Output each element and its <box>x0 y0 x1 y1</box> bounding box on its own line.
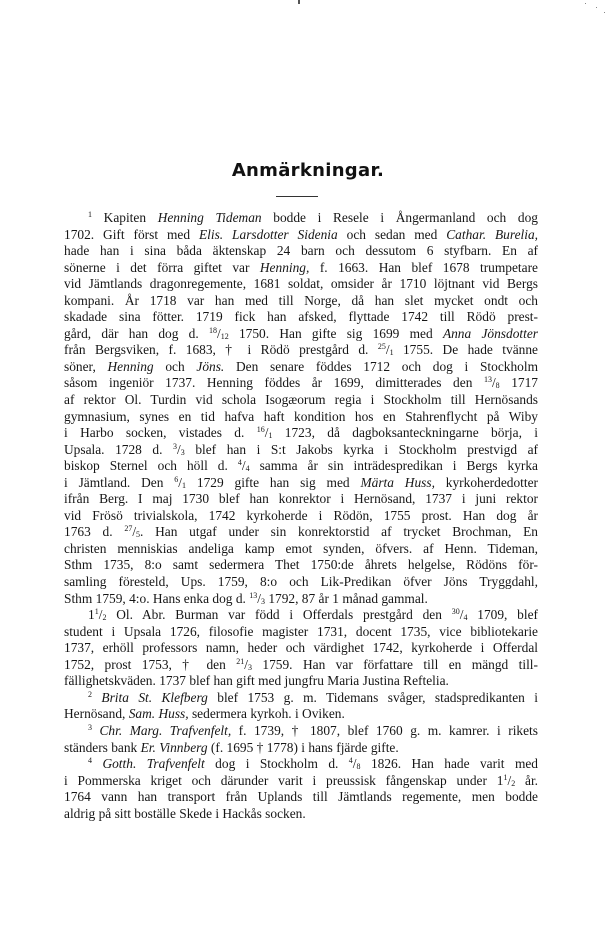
text-line: i Jämtland. Den $^6/_1$ 1729 gifte han sig med Märta Huss, kyrkoherdedotter <box>64 474 539 490</box>
text-line: vid Frösö trivialskola, 1742 kyrkoherde i Rödön, 1755 prost. Han dog år <box>64 507 538 523</box>
text-line: 1752, prost 1753, † den $^{21}/_3$ 1759. Han var författare till en mängd till- <box>64 656 538 672</box>
text-line: vid Jämtlands dragonregemente, 1681 soldat, omsider år 1710 löjtnant vid Bergs <box>64 276 538 292</box>
text-line: ständers bank Er. Vinnberg (f. 1695 † 1778) i hans fjärde gifte. <box>64 739 399 755</box>
text-line: 1737, erhöll professors namn, heder och värdighet 1742, kyrkoherde i Offerdal <box>64 640 538 656</box>
title-rule <box>276 196 318 197</box>
text-line: söner, Henning och Jöns. Den senare föddes 1712 och dog i Stockholm <box>64 358 539 374</box>
text-line: Sthm 1735, 8:o samt sedermera Thet 1750:de åhrets helgelse, Rödöns för- <box>64 557 538 573</box>
text-line: Sthm 1759, 4:o. Hans enka dog d. $^{13}/_3$ 1792, 87 år 1 månad gammal. <box>64 590 428 606</box>
text-line: Upsala. 1728 d. $^3/_3$ blef han i S:t Jakobs kyrka i Stockholm prestvigd af <box>64 441 538 457</box>
text-line: 1764 vann han transport från Uplands till Jämtlands regemente, men bodde <box>64 789 538 805</box>
text-line: christen menniskias andeliga kamp emot synden, öfvers. af Henn. Tideman, <box>64 540 538 556</box>
text-line: $^1$ Kapiten Henning Tideman bodde i Resele i Ångermanland och dog <box>88 210 538 225</box>
text-line: 1702. Gift först med Elis. Larsdotter Sidenia och sedan med Cathar. Burelia, <box>64 226 538 242</box>
scan-speck <box>585 3 586 4</box>
text-line: gård, där han dog d. $^{18}/_{12}$ 1750. Han gifte sig 1699 med Anna Jönsdotter <box>64 325 538 341</box>
text-line: fällighetskväden. 1737 blef han gift med jungfru Maria Justina Reftelia. <box>64 673 449 689</box>
text-line: gymnasium, synes en tid hafva haft kondition hos en Stahrenflycht på Wiby <box>64 408 538 424</box>
text-line: $^3$ Chr. Marg. Trafvenfelt, f. 1739, † 1807, blef 1760 g. m. kamrer. i rikets <box>88 722 538 738</box>
text-line: Hernösand, Sam. Huss, sedermera kyrkoh. i Oviken. <box>64 706 345 722</box>
scan-speck <box>596 7 597 8</box>
text-line: biskop Sternel och höll d. $^4/_4$ samma år sin inträdespredikan i Bergs kyrka <box>64 458 538 474</box>
text-line: af rektor Ol. Turdin vid schola Isogæorum regia i Stockholm till Hernösands <box>64 392 538 408</box>
notes-body <box>64 210 538 822</box>
text-line: aldrig på sitt boställe Skede i Hackås socken. <box>64 805 306 821</box>
scan-mark <box>298 0 300 4</box>
text-line: i Pommerska kriget och därunder varit i preussisk fångenskap under $1^1/_2$ år. <box>64 772 539 788</box>
text-line: kompani. År 1718 var han med till Norge, då han slet mycket ondt och <box>64 292 538 308</box>
text-line: student i Upsala 1726, filosofie magister 1731, docent 1735, vice bibliotekarie <box>64 623 538 639</box>
text-line: i Harbo socken, vistades d. $^{16}/_1$ 1723, då dagboksanteckningarne börja, i <box>64 425 538 441</box>
text-line: samling föresteld, Ups. 1759, 8:o och Lik-Predikan öfver Jöns Tryggdahl, <box>64 574 538 590</box>
text-line: $^2$ Brita St. Klefberg blef 1753 g. m. Tidemans svåger, stadspredikanten i <box>88 689 538 705</box>
text-line: hade han i sina båda äktenskap 24 barn och dessutom 6 styfbarn. En af <box>64 243 538 259</box>
text-line: 1763 d. $^{27}/_5$. Han utgaf under sin konrektorstid af trycket Brochman, En <box>64 524 538 540</box>
text-line: $^4$ Gotth. Trafvenfelt dog i Stockholm d. $^4/_8$ 1826. Han hade varit med <box>88 756 539 772</box>
text-line: sönerne i det förra giftet var Henning, f. 1663. Han blef 1678 trumpetare <box>64 259 538 275</box>
text-line: $1^1/_2$ Ol. Abr. Burman var född i Offerdals prestgård den $^{30}/_4$ 1709, blef <box>88 607 538 623</box>
text-line: såsom ingeniör 1737. Henning föddes år 1699, dimitterades den $^{13}/_8$ 1717 <box>64 375 538 391</box>
scan-speck <box>604 12 605 13</box>
page-title: Anmärkningar. <box>231 160 385 181</box>
text-line: från Bergsviken, f. 1683, † i Rödö prestgård d. $^{25}/_1$ 1755. De hade tvänne <box>64 342 538 358</box>
text-line: skadade sina fötter. 1719 fick han afsked, flyttade 1742 till Rödö prest- <box>64 309 538 325</box>
text-line: ifrån Berg. I maj 1730 blef han konrektor i Hernösand, 1737 i juni rektor <box>64 491 538 507</box>
